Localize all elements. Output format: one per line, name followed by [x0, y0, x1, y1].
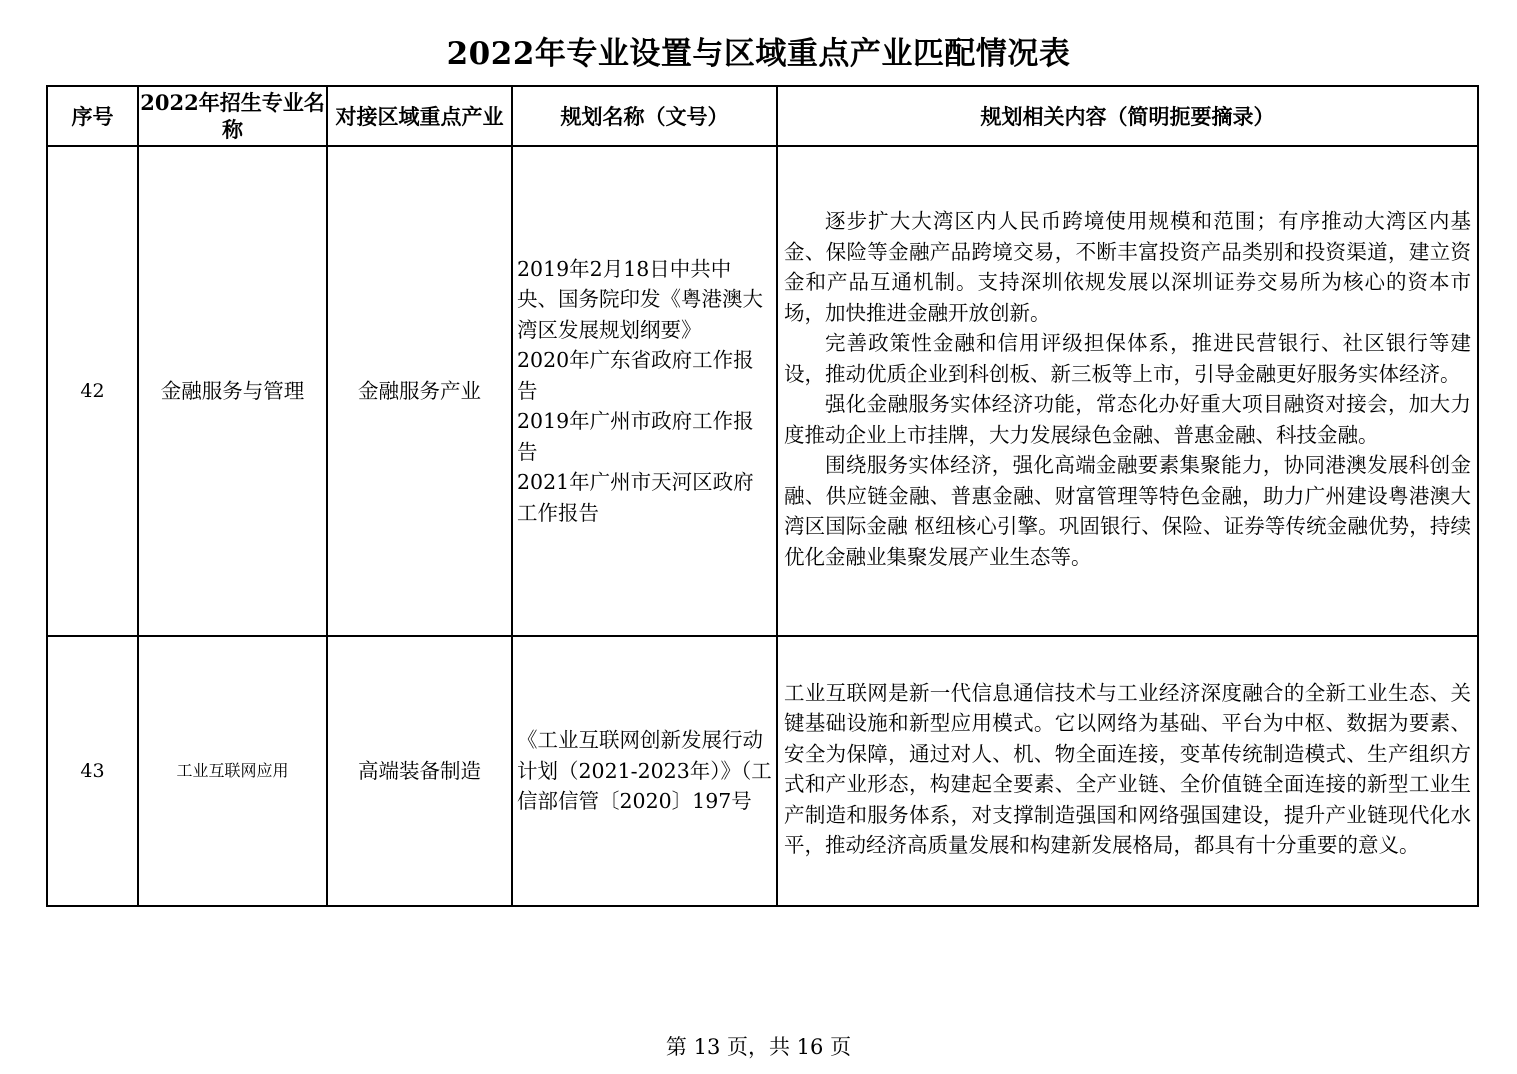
row-serial: 42: [47, 146, 138, 636]
table-row: [47, 636, 1478, 906]
content-paragraph: 逐步扩大大湾区内人民币跨境使用规模和范围；有序推动大湾区内基金、保险等金融产品跨境交易，不断丰富投资产品类别和投资渠道，建立资金和产品互通机制。支持深圳依规发展以深圳证券交易所为核心的资本市场，加快推进金融开放创新。: [784, 209, 1471, 325]
row-major: 工业互联网应用: [138, 636, 327, 906]
page-footer: 第 13 页，共 16 页: [665, 1035, 852, 1059]
content-paragraph: 完善政策性金融和信用评级担保体系，推进民营银行、社区银行等建设，推动优质企业到科创板、新三板等上市，引导金融更好服务实体经济。: [784, 331, 1471, 386]
page-title: 2022年专业设置与区域重点产业匹配情况表: [446, 36, 1071, 72]
content-paragraph: 工业互联网是新一代信息通信技术与工业经济深度融合的全新工业生态、关键基础设施和新型应用模式。它以网络为基础、平台为中枢、数据为要素、安全为保障，通过对人、机、物全面连接，变革传统制造模式、生产组织方式和产业形态，构建起全要素、全产业链、全价值链全面连接的新型工业生产制造和服务体系，对支撑制造强国和网络强国建设，提升产业链现代化水平，推动经济高质量发展和构建新发展格局，都具有十分重要的意义。: [784, 680, 1471, 857]
header-plan-name: 规划名称（文号）: [512, 86, 777, 146]
content-paragraph: 强化金融服务实体经济功能，常态化办好重大项目融资对接会，加大力度推动企业上市挂牌，大力发展绿色金融、普惠金融、科技金融。: [784, 392, 1471, 447]
row-industry: 金融服务产业: [327, 146, 512, 636]
industry-match-table: [46, 85, 1479, 907]
row-plans: [512, 146, 777, 636]
plan-item: 2021年广州市天河区政府工作报告: [517, 470, 754, 525]
table-header-row: [47, 86, 1478, 146]
header-plan-content: 规划相关内容（简明扼要摘录）: [777, 86, 1478, 146]
row-plans: [512, 636, 777, 906]
header-major: 2022年招生专业名称: [138, 86, 327, 146]
plan-item: 2019年广州市政府工作报告: [517, 409, 754, 464]
row-serial: 43: [47, 636, 138, 906]
row-major: 金融服务与管理: [138, 146, 327, 636]
header-serial: 序号: [47, 86, 138, 146]
table-row: [47, 146, 1478, 636]
plan-item: 2020年广东省政府工作报告: [517, 348, 754, 403]
header-industry: 对接区域重点产业: [327, 86, 512, 146]
row-content: [777, 146, 1478, 636]
plan-item: 《工业互联网创新发展行动计划（2021-2023年）》（工信部信管〔2020〕197号: [517, 728, 772, 814]
row-content: [777, 636, 1478, 906]
plan-item: 2019年2月18日中共中央、国务院印发《粤港澳大湾区发展规划纲要》: [517, 256, 763, 342]
content-paragraph: 围绕服务实体经济，强化高端金融要素集聚能力，协同港澳发展科创金融、供应链金融、普惠金融、财富管理等特色金融，助力广州建设粤港澳大湾区国际金融 枢纽核心引擎。巩固银行、保险、证券等传统金融优势，持续优化金融业集聚发展产业生态等。: [784, 453, 1471, 569]
row-industry: 高端装备制造: [327, 636, 512, 906]
